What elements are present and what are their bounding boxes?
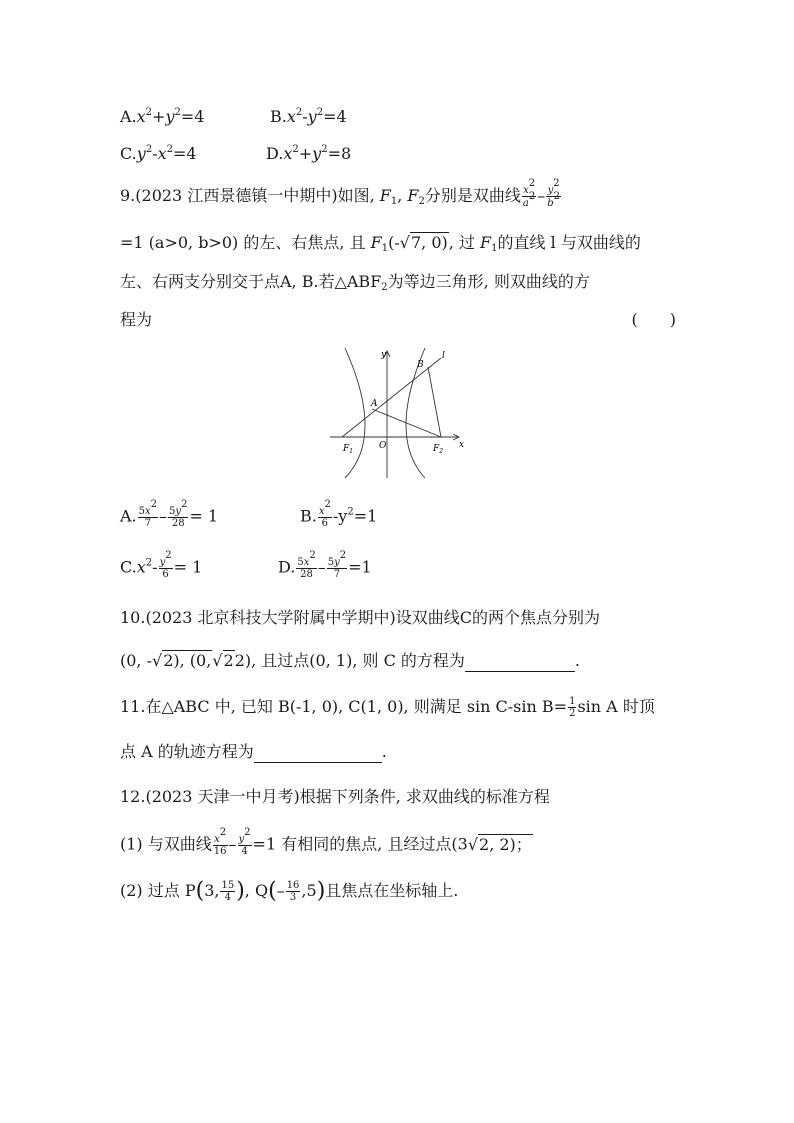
q9-option-a[interactable]: A. $\frac{5x^2}{7}$ – $\frac{5y^2}{28}$ = 1 [120,499,219,529]
q11-line-1: 11.在△ABC 中, 已知 B(-1, 0), C(1, 0), 则满足 sin C-sin B= $\frac{1}{2}$ sin A 时顶 [120,696,655,719]
q12-part-2: (2) 过点 P(3, $\frac{15}{4}$ ), Q(– $\frac{16}{3}$ ,5)且焦点在坐标轴上. [120,878,459,904]
q9-source: (2023 江西景德镇一中期中) [135,186,338,205]
left-branch [345,348,365,478]
fig-label-b: B [417,360,424,370]
q9-figure [325,340,470,480]
q8-option-d[interactable]: $D.x^2+y^2=8$ [266,144,352,163]
line-l [342,358,441,437]
fig-label-y: y [381,350,387,360]
q9-option-b[interactable]: B. $\frac{x^2}{6}$ $-y^2=1$ [300,499,378,529]
fig-label-x: x [459,440,465,450]
q11-answer-blank[interactable] [254,744,382,763]
fig-label-f1: $F_1$ [343,444,354,455]
q10-line-2: (0, -√2), (0,√22), 且过点(0, 1), 则 C 的方程为 . [120,651,580,670]
q9-answer-paren[interactable]: ( ) [631,310,676,329]
q9-line-1: 9.(2023 江西景德镇一中期中)如图, $F_1$, $F_2$分别是双曲线 $\frac{x^2}{a^2}$ – $\frac{y^2}{b^2}$ [120,178,561,209]
q12-part-1: (1) 与双曲线 $\frac{x^2}{16}$ – $\frac{y^2}{4}$ =1 有相同的焦点, 且经过点(3√2, 2)； [120,827,532,857]
q8-option-b[interactable]: $B.x^2-y^2=4$ [270,107,347,126]
fig-label-l: l [442,351,445,361]
fig-label-a: A [371,399,378,409]
q10-line-1: 10.(2023 北京科技大学附属中学期中)设双曲线C的两个焦点分别为 [120,608,600,627]
q11-line-2: 点 A 的轨迹方程为 . [120,742,387,761]
q9-line-4: 程为 ( ) [120,310,676,329]
q9-option-d[interactable]: D. $\frac{5x^2}{28}$ – $\frac{5y^2}{7}$ =1 [278,550,372,580]
q9-number: 9. [120,186,136,205]
q10-answer-blank[interactable] [465,653,575,672]
q9-line-3: 左、右两支分别交于点A, B.若$\triangle ABF_2$为等边三角形, 则双曲线的方 [120,272,590,293]
q8-option-c[interactable]: $C.y^2-x^2=4$ [120,144,197,163]
q8-option-a[interactable]: $A.x^2+y^2=4$ [120,107,205,126]
q9-option-c[interactable]: $C.x^2-$ $\frac{y^2}{6}$ = 1 [120,550,203,580]
q9-fraction-y2-b2: $\frac{y^2}{b^2}$ [547,178,561,209]
fig-label-f2: $F_2$ [433,444,444,455]
q12-line-1: 12.(2023 天津一中月考)根据下列条件, 求双曲线的标准方程 [120,787,550,806]
q9-fraction-x2-a2: $\frac{x^2}{a^2}$ [522,178,536,209]
fig-label-origin: O [379,441,387,451]
q9-line-2: =1 (a>0, b>0) 的左、右焦点, 且 $F_1(-√7$, 0), 过 $F_1$的直线 l 与双曲线的 [120,233,641,254]
